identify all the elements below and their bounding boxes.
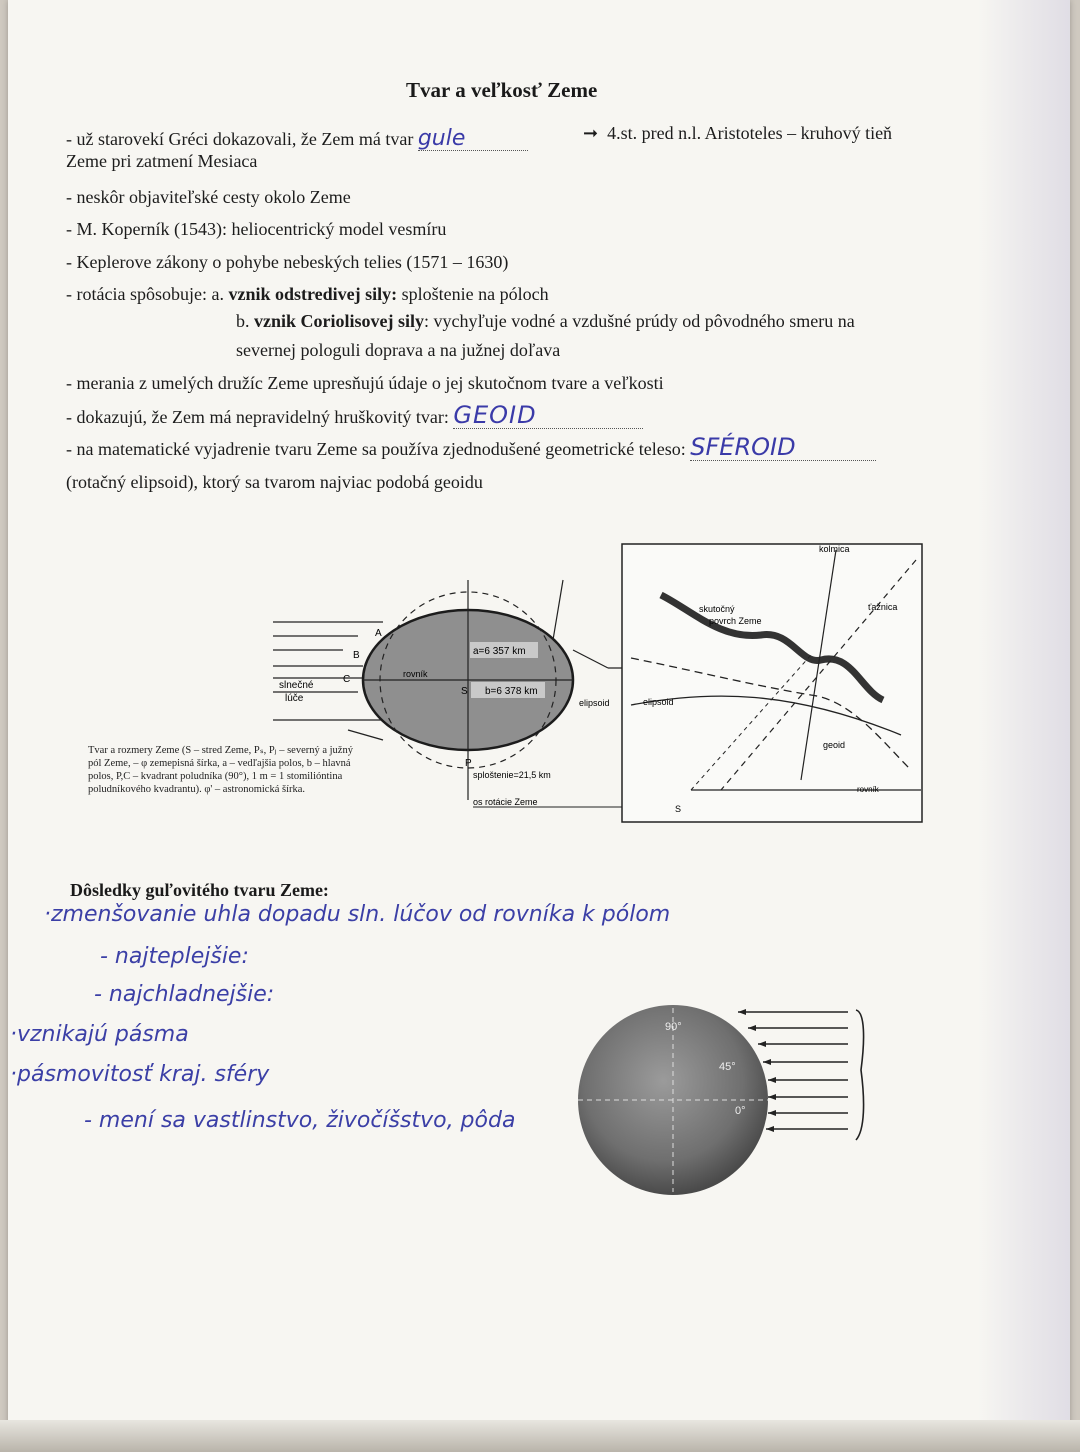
label-taznica: ťažnica [868,602,898,612]
label-kolmica: kolmica [819,544,850,554]
arrow-right-icon: ➞ [583,123,599,143]
handwritten-sferoid: SFÉROID [690,433,796,461]
label-b: B [353,650,360,661]
label-0: 0° [735,1105,746,1117]
text-line-3: - M. Koperník (1543): heliocentrický model vesmíru [66,219,447,239]
label-os-rotacie: os rotácie Zeme [473,797,538,807]
label-povrch-zeme: povrch Zeme [709,616,762,626]
label-s-2: S [675,804,682,814]
handwritten-gule: gule [417,126,466,151]
text-line-1: - už starovekí Gréci dokazovali, že Zem má tvar gule [66,128,528,151]
label-splostenie: sploštenie=21,5 km [473,770,551,780]
label-45: 45° [719,1061,736,1073]
label-rovnik: rovník [403,669,428,679]
label-elipsoid: elipsoid [579,698,610,708]
text-line-2: - neskôr objaviteľské cesty okolo Zeme [66,187,351,207]
binder-bottom-edge [0,1420,1080,1452]
text-line-6: b. vznik Coriolisovej sily: vychyľuje vodné a vzdušné prúdy od pôvodného smeru na [236,311,855,331]
handwritten-geoid: GEOID [453,401,537,429]
label-skutocny: skutočný [699,604,735,614]
text-line-8: - dokazujú, že Zem má nepravidelný hruškovitý tvar: GEOID [66,404,643,429]
section-title: Dôsledky guľovitého tvaru Zeme: [70,880,329,900]
page-title: Tvar a veľkosť Zeme [406,78,598,102]
label-a-value: a=6 357 km [473,646,526,657]
handwritten-line-5: ·pásmovitosť kraj. sféry [10,1062,270,1087]
handwritten-line-6: - mení sa vastlinstvo, živočíšstvo, pôda [84,1108,516,1133]
label-a: A [375,628,382,639]
text-line-4: - Keplerove zákony o pohybe nebeských telies (1571 – 1630) [66,252,509,272]
label-luce: lúče [285,693,304,704]
text-line-7: - merania z umelých družíc Zeme upresňujú údaje o jej skutočnom tvare a veľkosti [66,373,664,393]
label-rovnik-2: rovník [857,785,879,794]
text-line-9: - na matematické vyjadrenie tvaru Zeme sa používa zjednodušené geometrické teleso: SFÉROID [66,436,876,461]
handwritten-line-1: ·zmenšovanie uhla dopadu sln. lúčov od rovníka k pólom [44,902,671,927]
figure-caption: Tvar a rozmery Zeme (S – stred Zeme, Pₛ, Pⱼ – severný a južný pól Zeme, – φ zemepisná šírka, a – vedľajšia polos, b – hlavná polos, P,C – kvadrant poludníka (90°), 1 m = 1 stomilióntina poludníkového kvadrantu). φ' – astronomická šírka. [88,745,353,795]
plastic-sleeve-edge [978,0,1070,1430]
label-b-value: b=6 378 km [485,686,538,697]
globe-sunrays-figure [573,1000,883,1200]
handwritten-line-3: - najchladnejšie: [94,982,275,1007]
label-s: S [461,686,468,697]
handwritten-line-2: - najteplejšie: [100,944,249,969]
label-elipsoid-2: elipsoid [643,697,674,707]
label-geoid: geoid [823,740,846,750]
label-p: P [465,758,472,769]
label-90: 90° [665,1021,682,1033]
handwritten-line-4: ·vznikajú pásma [10,1022,189,1047]
text-line-1b: ➞ 4.st. pred n.l. Aristoteles – kruhový tieň [583,123,893,143]
label-slnecne: slnečné [279,680,314,691]
text-line-1c: Zeme pri zatmení Mesiaca [66,151,258,171]
document-page [8,0,1070,1430]
text-line-10: (rotačný elipsoid), ktorý sa tvarom najviac podobá geoidu [66,472,483,492]
label-c: C [343,674,351,685]
geoid-figure [621,540,926,825]
text-line-5: - rotácia spôsobuje: a. vznik odstredivej sily: sploštenie na póloch [66,284,549,304]
text-line-6b: severnej pologuli doprava a na južnej doľava [236,340,561,360]
